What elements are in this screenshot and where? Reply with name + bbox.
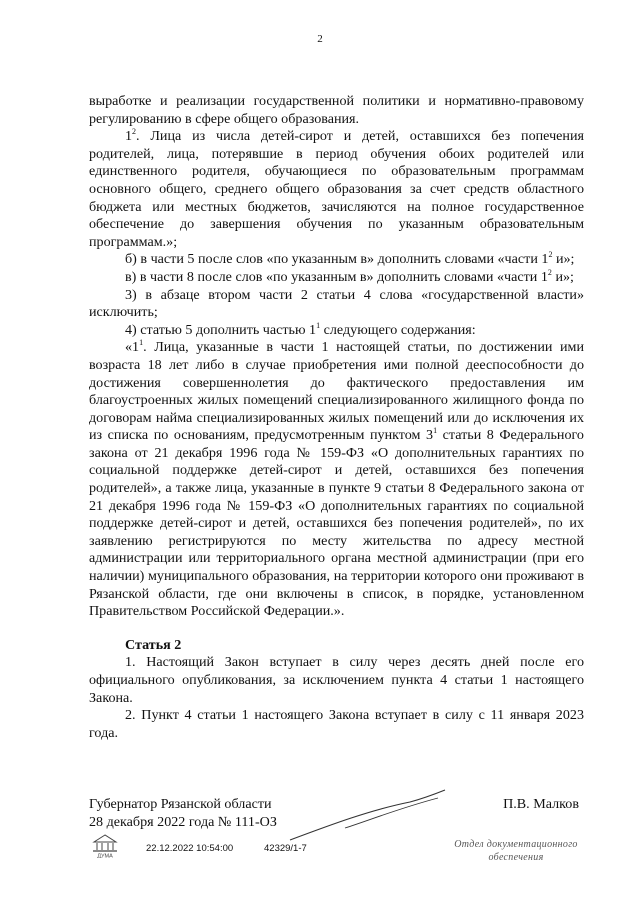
signatory-details: [89, 795, 277, 831]
article-title: Статья 2: [125, 636, 182, 653]
paragraph-6: 4) статью 5 дополнить частью $1^1$ следующего содержания:: [125, 320, 476, 338]
department-stamp: [436, 838, 596, 864]
paragraph-5: 3) в абзаце втором части 2 статьи 4 слова «государственной власти» исключить;: [89, 286, 584, 321]
signatory-title: Губернатор Рязанской области: [89, 796, 272, 812]
paragraph-4: в) в части 8 после слов «по указанным в» дополнить словами «части $1^2$ и»;: [125, 267, 574, 285]
paragraph-7: «$1^1$. Лица, указанные в части 1 настоящей статьи, по достижении ими возраста 18 лет либо в случае приобретения ими полной дееспособности до достижения совершеннолетия до фактического предоставления им благоустроенных жилых помещений специализированного жилищного фонда по договорам найма специализированных жилых помещений или до исключения их из списка по основаниям, предусмотренным пунктом $3^1$ статьи 8 Федерального закона от 21 декабря 1996 года № 159-ФЗ «О дополнительных гарантиях по социальной поддержке детей-сирот и детей, оставшихся без попечения родителей», а также лица, указанные в пункте 9 статьи 8 Федерального закона от 21 декабря 1996 года № 159-ФЗ «О дополнительных гарантиях по социальной поддержке детей-сирот и детей, оставшихся без попечения родителей», по их заявлению регистрируются по месту жительства по адресу местной администрации или территориального органа местной администрации (при его наличии) муниципального образования, на территории которого они проживают в Рязанской области, где они включены в список, в порядке, установленном Правительством Российской Федерации.».: [89, 338, 584, 620]
stamp-line-1: Отдел документационного: [454, 839, 578, 850]
registration-code: 42329/1-7: [264, 843, 307, 854]
stamp-line-2: обеспечения: [488, 852, 544, 863]
page-number: 2: [317, 33, 323, 45]
paragraph-2: $1^2$. Лица из числа детей-сирот и детей, оставшихся без попечения родителей, лица, потерявшие в период обучения обоих родителей или единственного родителя, обучающиеся по образовательным программам основного общего, среднего общего образования за счет средств областного бюджета или местных бюджетов, зачисляются на полное государственное обеспечение до завершения обучения по указанным образовательным программам.»;: [89, 127, 584, 250]
paragraph-3: б) в части 5 после слов «по указанным в» дополнить словами «части $1^2$ и»;: [125, 250, 575, 268]
law-date-number: 28 декабря 2022 года № 111-ОЗ: [89, 814, 277, 830]
logo-text: ДУМА: [97, 853, 113, 858]
document-body: [89, 93, 584, 742]
registration-datetime: 22.12.2022 10:54:00: [146, 843, 234, 854]
signatory-name: П.В. Малков: [503, 796, 579, 812]
duma-logo: [90, 832, 120, 858]
paragraph-8: 1. Настоящий Закон вступает в силу через десять дней после его официального опубликования, за исключением пункта 4 статьи 1 настоящего Закона.: [89, 654, 584, 706]
duma-building-icon: [90, 832, 120, 858]
paragraph-9: 2. Пункт 4 статьи 1 настоящего Закона вступает в силу с 11 января 2023 года.: [89, 707, 584, 741]
paragraph-1: выработке и реализации государственной политики и нормативно-правовому регулированию в сфере общего образования.: [89, 93, 584, 127]
